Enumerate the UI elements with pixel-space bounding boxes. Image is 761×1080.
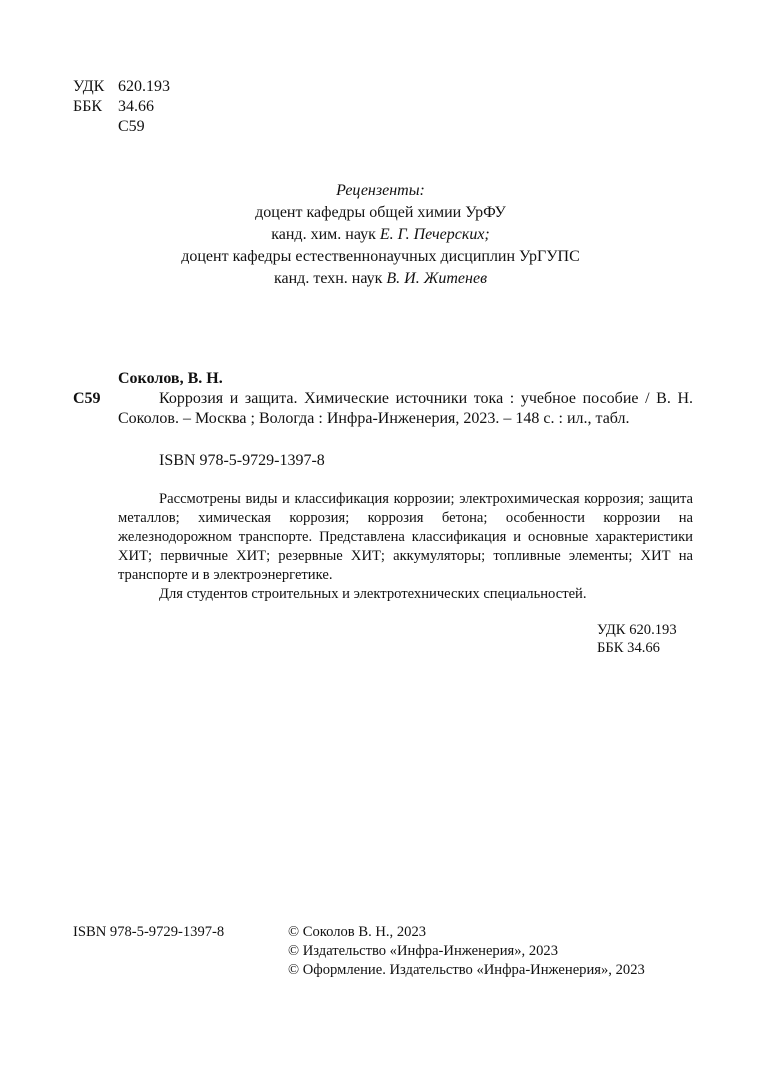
reviewer-2-name: В. И. Житенев (386, 270, 488, 287)
reviewer-1-degree: канд. хим. наук (271, 226, 376, 243)
annotation-bbk: ББК 34.66 (597, 640, 660, 656)
udk-label: УДК (73, 78, 105, 95)
record-description: Коррозия и защита. Химические источники тока : учебное пособие / В. Н. Соколов. – Москва ; Вологда : Инфра-Инженерия, 2023. – 148 с. : ил., табл. (118, 390, 693, 427)
target-audience: Для студентов строительных и электротехнических специальностей. (159, 586, 587, 602)
udk-value: 620.193 (118, 78, 170, 95)
reviewer-1-name: Е. Г. Печерских; (379, 226, 490, 243)
reviewer-2-credentials (0, 269, 761, 288)
annotation-udk: УДК 620.193 (597, 622, 677, 638)
annotation-text: Рассмотрены виды и классификация коррозии; электрохимическая коррозия; защита металлов; химическая коррозия; коррозия бетона; особенности коррозии на железнодорожном транспорте. Представлена классификация и основные характеристики ХИТ; первичные ХИТ; резервные ХИТ; аккумуляторы; топливные элементы; ХИТ на транспорте и в электроэнергетике. (118, 491, 693, 583)
reviewers-title: Рецензенты: (336, 182, 425, 199)
copyright-publisher: © Издательство «Инфра-Инженерия», 2023 (288, 943, 559, 959)
reviewer-1-credentials (0, 225, 761, 244)
reviewer-1-position: доцент кафедры общей химии УрФУ (255, 204, 506, 221)
bbk-label: ББК (73, 98, 103, 115)
author-heading: Соколов, В. Н. (118, 370, 223, 387)
record-author-mark: С59 (73, 390, 101, 407)
copyright-design: © Оформление. Издательство «Инфра-Инженерия», 2023 (288, 962, 645, 978)
footer-isbn: ISBN 978-5-9729-1397-8 (73, 924, 225, 940)
reviewer-2-position: доцент кафедры естественнонаучных дисциплин УрГУПС (181, 248, 580, 265)
bbk-value: 34.66 (118, 98, 154, 115)
author-mark: С59 (118, 118, 145, 135)
copyright-author: © Соколов В. Н., 2023 (288, 924, 427, 940)
record-isbn: ISBN 978-5-9729-1397-8 (159, 452, 325, 469)
reviewer-2-degree: канд. техн. наук (273, 270, 383, 287)
